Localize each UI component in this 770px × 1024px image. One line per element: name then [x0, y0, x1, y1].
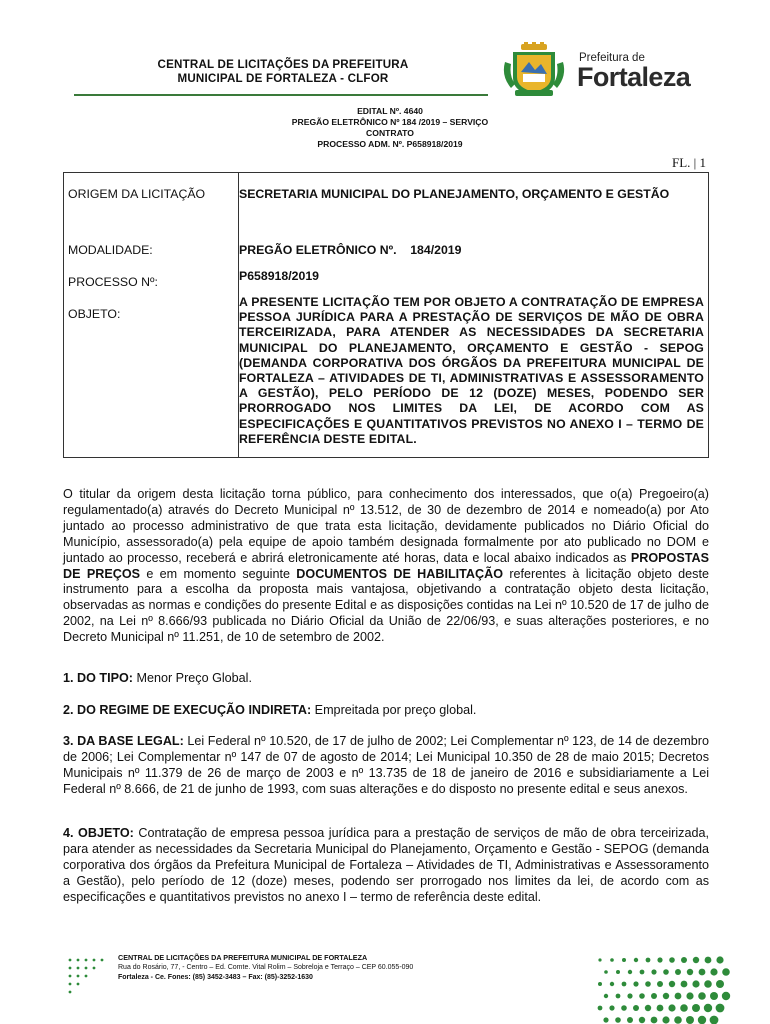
section-heading: 4. OBJETO: — [63, 826, 134, 840]
contrato-label: CONTRATO — [366, 128, 414, 138]
header-title-line2: MUNICIPAL DE FORTALEZA - CLFOR — [177, 72, 389, 85]
logo-name: Fortaleza — [577, 62, 691, 92]
section-tipo — [63, 671, 709, 687]
section-heading: 3. DA BASE LEGAL: — [63, 734, 184, 748]
edital-info — [230, 106, 550, 150]
table-row — [64, 173, 709, 236]
table-row — [64, 293, 709, 458]
footer — [118, 953, 413, 983]
intro-bold-1: PROPOSTAS DE PREÇOS — [63, 550, 709, 581]
processo-number: PROCESSO ADM. Nº. P658918/2019 — [317, 139, 463, 149]
logo-prefix: Prefeitura de — [579, 52, 645, 64]
intro-text-2: e em momento seguinte — [140, 566, 297, 581]
intro-text-3: referentes à licitação objeto deste instrumento para a escolha da proposta mais vantajosa, objetivando a contratação objeto desta licitação, observadas as normas e condições do presente Edital e as disposições contidas na Lei nº 10.520 de 17 de julho de 2002, na Lei nº 8.666/93 publicada no Diário Oficial da União de 22/06/93, e suas alterações posteriores, e no Decreto Municipal nº 11.251, de 10 de setembro de 2002. — [63, 566, 709, 645]
origem-label: ORIGEM DA LICITAÇÃO — [68, 187, 206, 201]
section-base-legal — [63, 734, 709, 798]
header-title — [118, 58, 448, 86]
intro-text-1: O titular da origem desta licitação torna público, para conhecimento dos interessados, que o(a) Pregoeiro(a) regulamentado(a) através do Decreto Municipal nº 13.512, de 30 de dezembro de 2014 e nomeado(a) por Ato juntado ao processo administrativo de que trata esta licitação, devidamente publicados no Diário Oficial do Município, assessorado(a) pela equipe de apoio também designada formalmente por ato publicado no DOM e juntado ao processo, receberá e abrirá eletronicamente até horas, data e local abaixo indicados as — [63, 487, 709, 565]
objeto-value: A PRESENTE LICITAÇÃO TEM POR OBJETO A CONTRATAÇÃO DE EMPRESA PESSOA JURÍDICA PARA A PRESTAÇÃO DE SERVIÇOS DE MÃO DE OBRA TERCEIRIZADA, PARA ATENDER AS NECESSIDADES DA SECRETARIA MUNICIPAL DO PLANEJAMENTO, ORÇAMENTO E GESTÃO - SEPOG (DEMANDA CORPORATIVA DOS ÓRGÃOS DA PREFEITURA MUNICIPAL DE FORTALEZA – ATIVIDADES DE TI, ADMINISTRATIVAS E ASSESSORAMENTO A GESTÃO), PELO PERÍODO DE 12 (DOZE) MESES, PODENDO SER PRORROGADO NOS LIMITES DA LEI, DE ACORDO COM AS ESPECIFICAÇÕES E QUANTITATIVOS PREVISTOS NO ANEXO I – TERMO DE REFERÊNCIA DESTE EDITAL. — [239, 293, 709, 458]
origem-value: SECRETARIA MUNICIPAL DO PLANEJAMENTO, ORÇAMENTO E GESTÃO — [239, 173, 709, 236]
modalidade-label: MODALIDADE: — [68, 243, 153, 257]
prefeitura-logo — [499, 42, 699, 98]
section-heading: 1. DO TIPO: — [63, 671, 133, 685]
section-objeto — [63, 826, 709, 906]
header-divider — [74, 94, 488, 96]
section-text: Contratação de empresa pessoa jurídica para a prestação de serviços de mão de obra terceirizada, para atender as necessidades da Secretaria Municipal do Planejamento, Orçamento e Gestão - SEPOG (demanda corporativa dos órgãos da Prefeitura Municipal de Fortaleza – Atividades de TI, Administrativas e Assessoramento a Gestão), pelo período de 12 (doze) meses, podendo ser prorrogado nos limites da lei, de acordo com as especificações e quantitativos previstos no anexo I – termo de referência deste edital. — [63, 826, 709, 904]
processo-value: P658918/2019 — [239, 267, 709, 293]
pregao-number: PREGÃO ELETRÔNICO Nº 184 /2019 – SERVIÇO — [291, 117, 489, 127]
coat-of-arms-icon — [499, 42, 569, 98]
processo-label: PROCESSO Nº: — [68, 275, 158, 289]
section-text: Menor Preço Global. — [132, 671, 252, 685]
header-title-line1: CENTRAL DE LICITAÇÕES DA PREFEITURA — [157, 58, 409, 71]
objeto-label: OBJETO: — [68, 307, 121, 321]
intro-paragraph — [63, 487, 709, 646]
section-text: Lei Federal nº 10.520, de 17 de julho de 2002; Lei Complementar nº 123, de 14 de dezembro de 2006; Lei Complementar nº 147 de 07 de agosto de 2014; Lei Municipal 10.350 de 28 de maio 2015; Decretos Municipais nº 11.379 de 26 de março de 2003 e nº 13.735 de 18 de janeiro de 2016 e subsidiariamente a Lei Federal nº 8.666, de 21 de junho de 1993, com suas alterações e do disposto no presente edital e seus anexos. — [63, 734, 709, 796]
footer-address: Rua do Rosário, 77, - Centro – Ed. Comte. Vital Rolim – Sobreloja e Terraço – CEP 60.055-090 — [118, 964, 414, 971]
footer-org-name: CENTRAL DE LICITAÇÕES DA PREFEITURA MUNICIPAL DE FORTALEZA — [118, 953, 368, 962]
edital-number: EDITAL Nº. 4640 — [357, 106, 423, 116]
footer-contact: Fortaleza - Ce. Fones: (85) 3452-3483 – Fax: (85)-3252-1630 — [118, 974, 313, 981]
modalidade-value: PREGÃO ELETRÔNICO Nº. 184/2019 — [239, 235, 709, 267]
section-regime — [63, 703, 709, 719]
folio-number: FL. | 1 — [671, 155, 706, 170]
section-heading: 2. DO REGIME DE EXECUÇÃO INDIRETA: — [63, 703, 312, 717]
intro-bold-2: DOCUMENTOS DE HABILITAÇÃO — [296, 566, 503, 581]
section-text: Empreitada por preço global. — [311, 703, 477, 717]
table-row — [64, 267, 709, 293]
table-row — [64, 235, 709, 267]
licitacao-info-table — [63, 172, 709, 458]
